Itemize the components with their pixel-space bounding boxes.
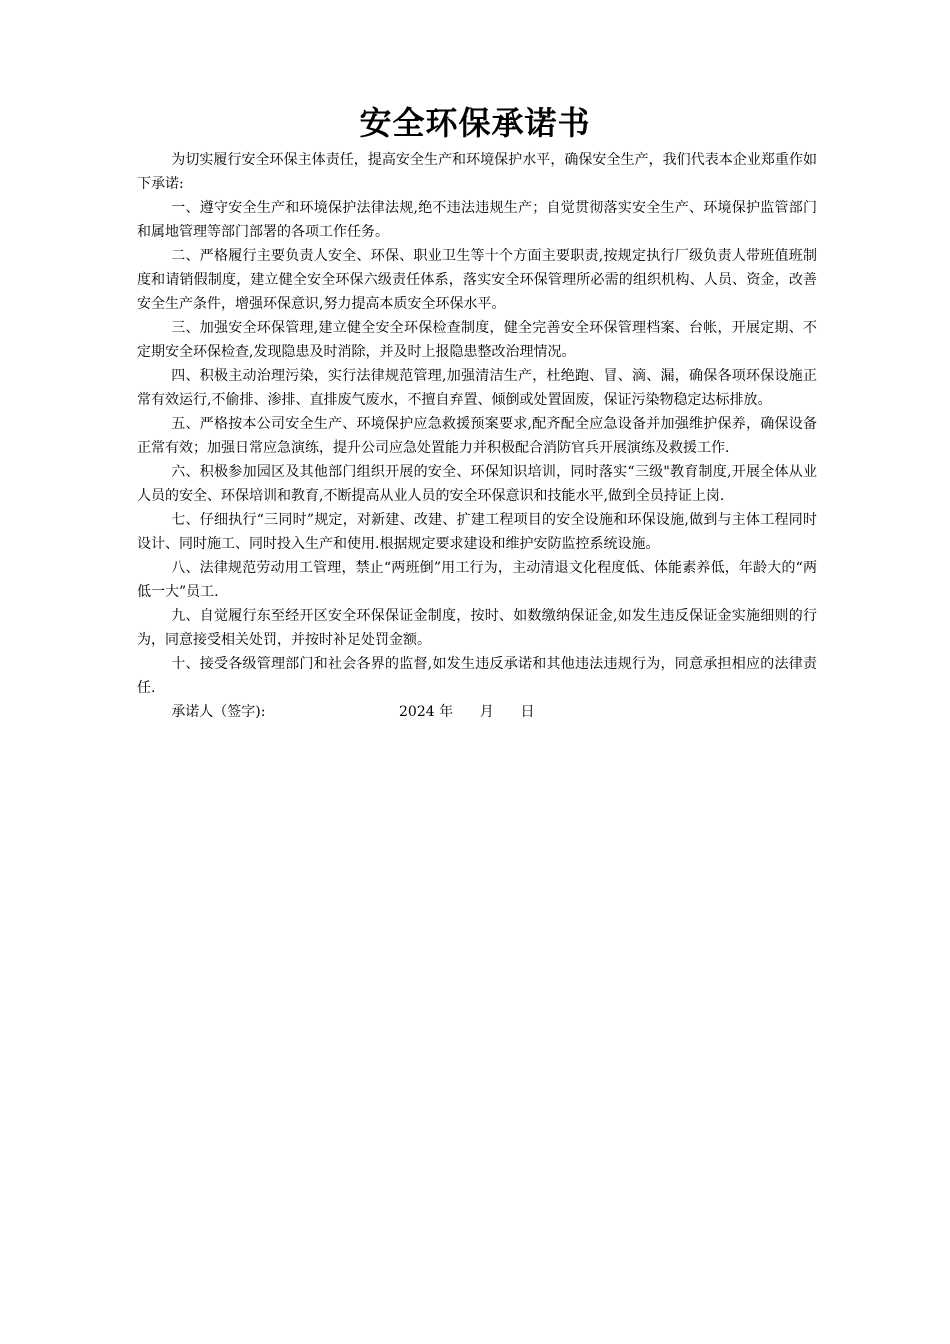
commitment-paragraph-9: 九、自觉履行东至经开区安全环保保证金制度，按时、如数缴纳保证金,如发生违反保证金实施细则的行为，同意接受相关处罚，并按时补足处罚金额。 bbox=[137, 608, 817, 648]
commitment-paragraph-8: 八、法律规范劳动用工管理，禁止“两班倒”用工行为，主动清退文化程度低、体能素养低，年龄大的“两低一大”员工. bbox=[137, 560, 817, 600]
signature-date: 2024 年 月 日 bbox=[399, 704, 535, 720]
signature-line bbox=[137, 700, 817, 724]
document-title: 安全环保承诺书 bbox=[359, 104, 591, 142]
intro-paragraph: 为切实履行安全环保主体责任，提高安全生产和环境保护水平，确保安全生产，我们代表本企业郑重作如下承诺: bbox=[137, 152, 817, 192]
commitment-paragraph-4: 四、积极主动治理污染，实行法律规范管理,加强清洁生产，杜绝跑、冒、滴、漏，确保各项环保设施正常有效运行,不偷排、渗排、直排废气废水，不擅自弃置、倾倒或处置固废，保证污染物稳定达标排放。 bbox=[137, 368, 817, 408]
commitment-paragraph-5: 五、严格按本公司安全生产、环境保护应急救援预案要求,配齐配全应急设备并加强维护保养，确保设备正常有效；加强日常应急演练，提升公司应急处置能力并积极配合消防官兵开展演练及救援工作. bbox=[137, 416, 817, 456]
commitment-paragraph-2: 二、严格履行主要负责人安全、环保、职业卫生等十个方面主要职责,按规定执行厂级负责人带班值班制度和请销假制度，建立健全安全环保六级责任体系，落实安全环保管理所必需的组织机构、人员、资金，改善安全生产条件，增强环保意识,努力提高本质安全环保水平。 bbox=[137, 248, 817, 312]
document-body bbox=[137, 148, 817, 724]
commitment-paragraph-10: 十、接受各级管理部门和社会各界的监督,如发生违反承诺和其他违法违规行为，同意承担相应的法律责任. bbox=[137, 656, 817, 696]
commitment-paragraph-6: 六、积极参加园区及其他部门组织开展的安全、环保知识培训，同时落实“三级"教育制度,开展全体从业人员的安全、环保培训和教育,不断提高从业人员的安全环保意识和技能水平,做到全员持证上岗. bbox=[137, 464, 817, 504]
signature-gap bbox=[265, 704, 399, 720]
commitment-paragraph-1: 一、遵守安全生产和环境保护法律法规,绝不违法违规生产；自觉贯彻落实安全生产、环境保护监管部门和属地管理等部门部署的各项工作任务。 bbox=[137, 200, 817, 240]
signature-label: 承诺人（签字): bbox=[171, 704, 266, 720]
commitment-paragraph-7: 七、仔细执行“三同时”规定，对新建、改建、扩建工程项目的安全设施和环保设施,做到与主体工程同时设计、同时施工、同时投入生产和使用.根据规定要求建设和维护安防监控系统设施。 bbox=[137, 512, 817, 552]
commitment-paragraph-3: 三、加强安全环保管理,建立健全安全环保检查制度，健全完善安全环保管理档案、台帐，开展定期、不定期安全环保检查,发现隐患及时消除，并及时上报隐患整改治理情况。 bbox=[137, 320, 817, 360]
